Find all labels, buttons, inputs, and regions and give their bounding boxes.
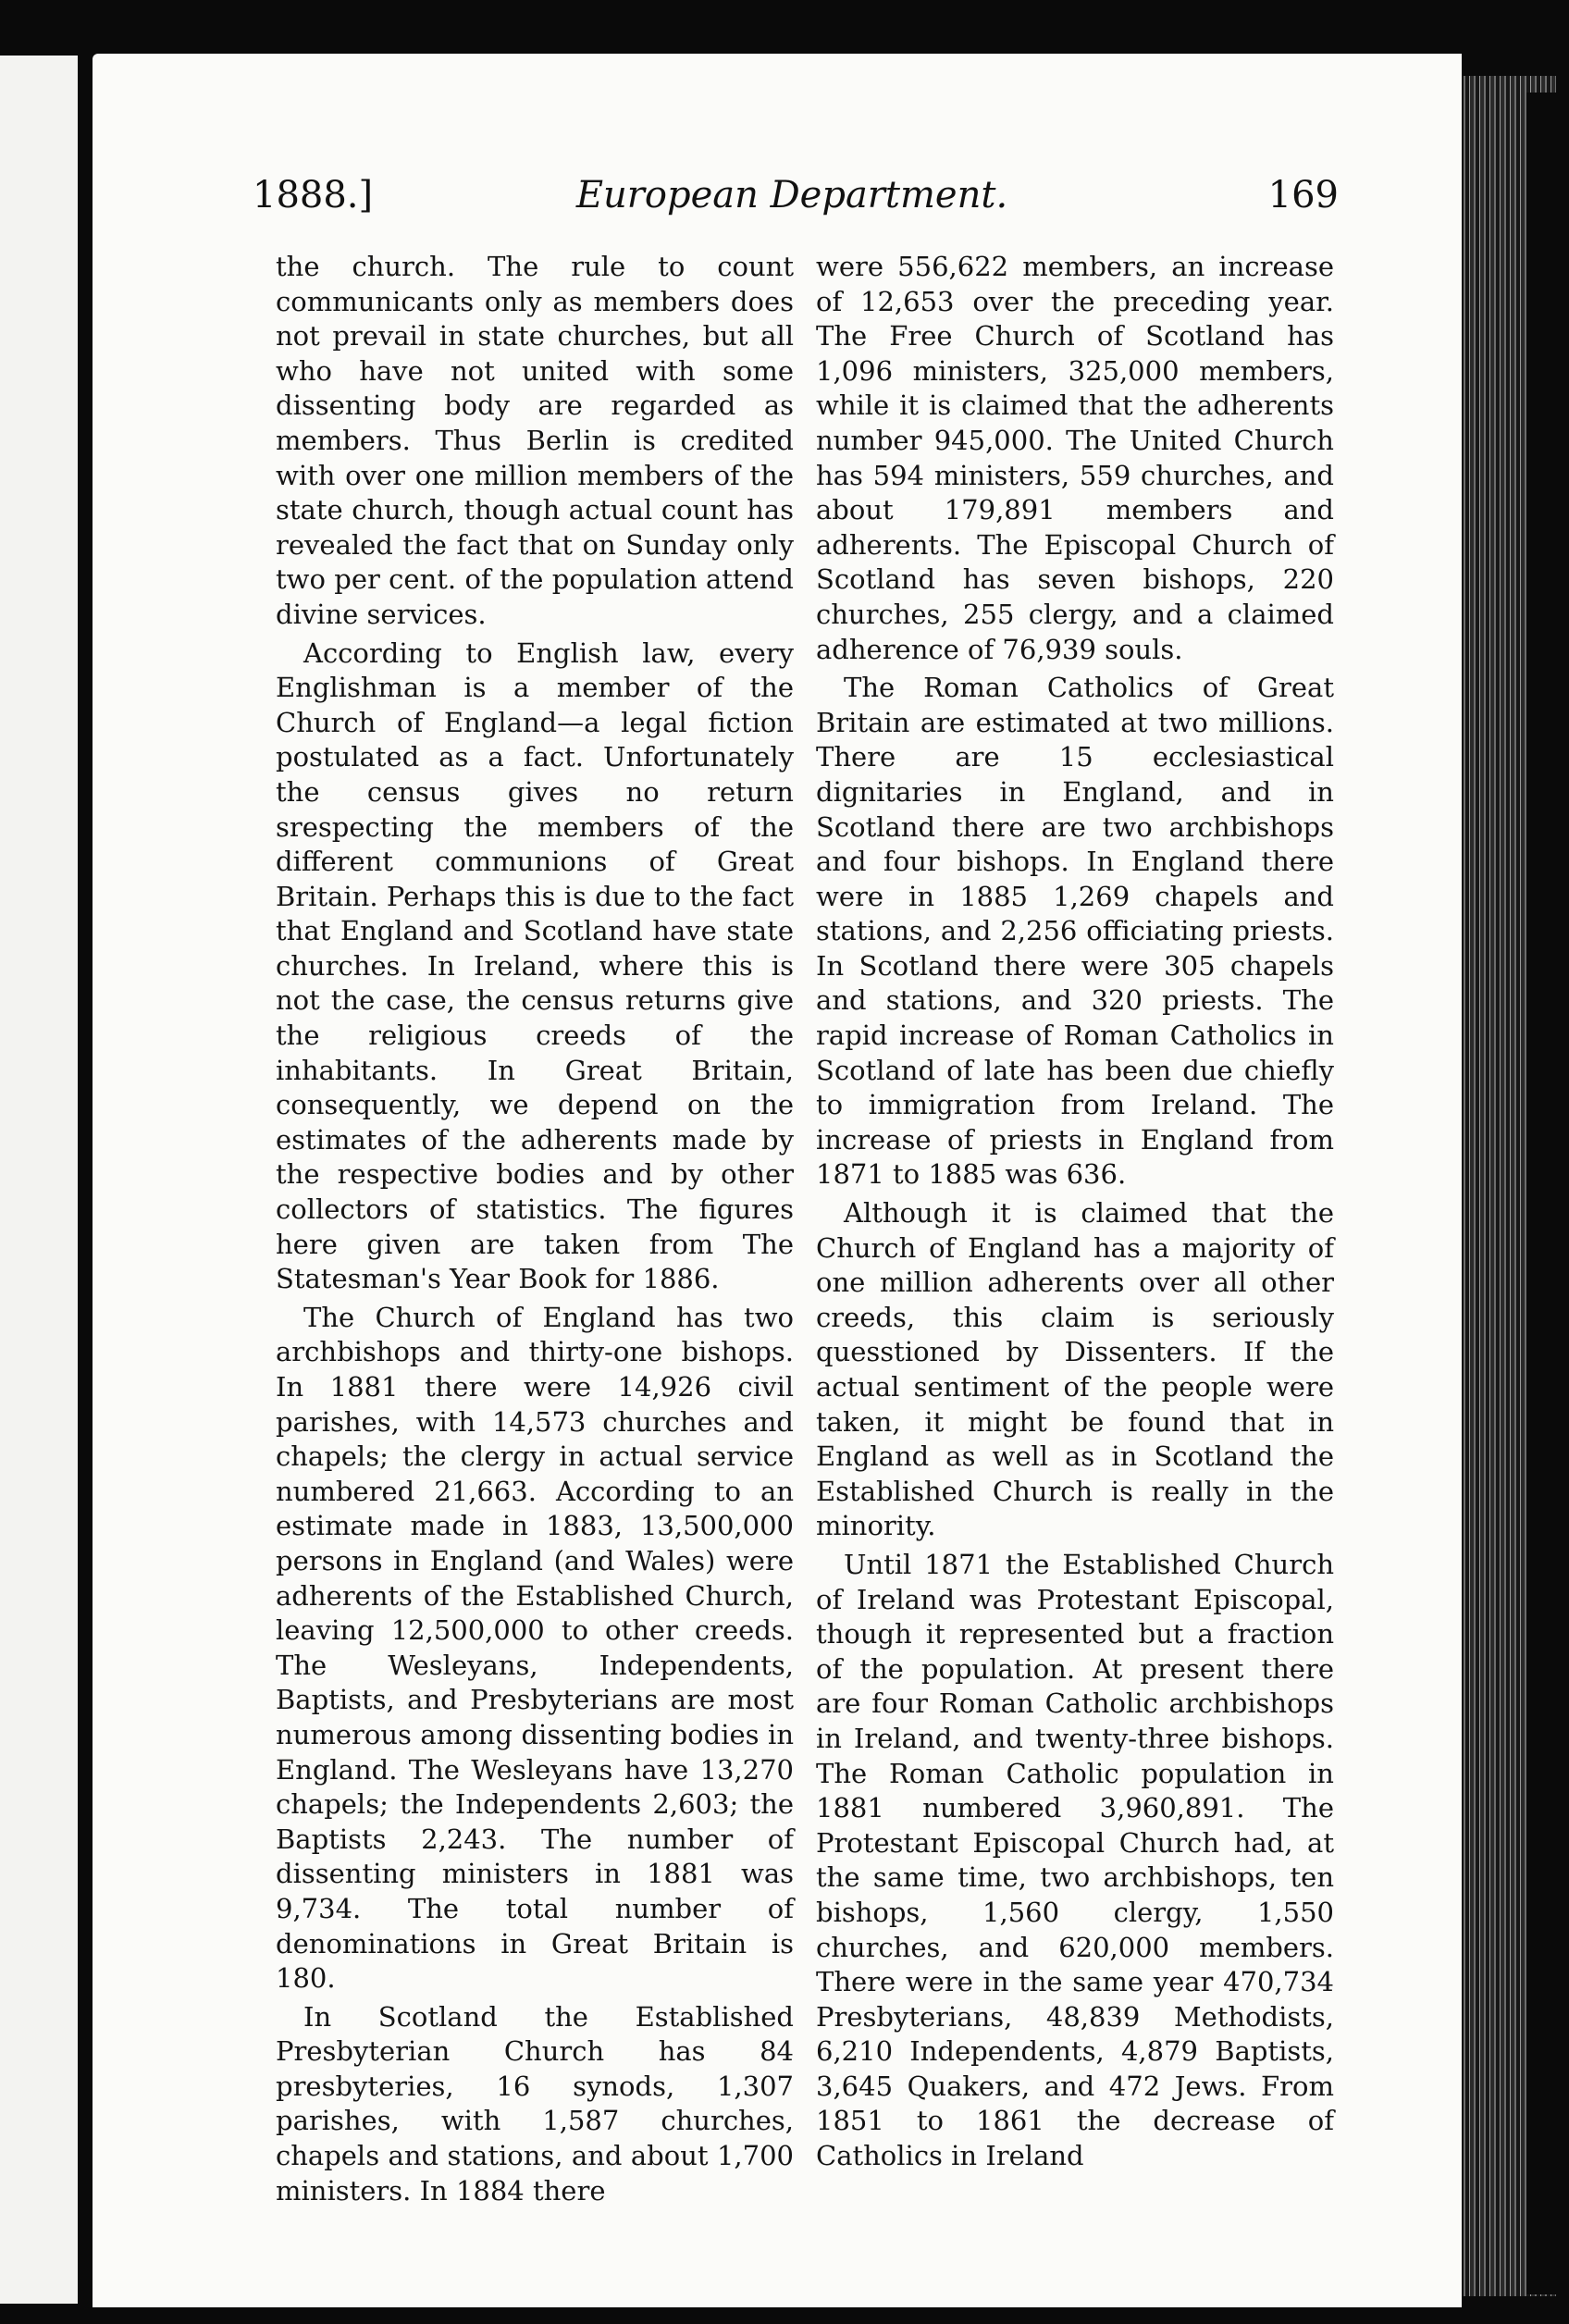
paragraph: According to English law, every Englishman is a member of the Church of England—a legal fiction postulated as a fact. Unfortunately the census gives no return srespecting the members of the different communions of Great Britain. Perhaps this is due to the fact that England and Scotland have state churches. In Ireland, where this is not the case, the census returns give the religious creeds of the inhabitants. In Great Britain, consequently, we depend on the estimates of the adherents made by the respective bodies and by other collectors of statistics. The figures here given are taken from The Statesman's Year Book for 1886. [276, 637, 794, 1295]
paragraph: The Church of England has two archbishops and thirty-one bishops. In 1881 there were 14,926 civil parishes, with 14,573 churches and chapels; the clergy in actual service numbered 21,663. According to an estimate made in 1883, 13,500,000 persons in England (and Wales) were adherents of the Established Church, leaving 12,500,000 to other creeds. The Wesleyans, Independents, Baptists, and Presbyterians are most numerous among dissenting bodies in England. The Wesleyans have 13,270 chapels; the Independents 2,603; the Baptists 2,243. The number of dissenting ministers in 1881 was 9,734. The total number of denominations in Great Britain is 180. [276, 1301, 794, 1995]
paragraph: Although it is claimed that the Church of England has a majority of one million adherents over all other creeds, this claim is seriously quesstioned by Dissenters. If the actual sentiment of the people were taken, it might be found that in England as well as in Scotland the Established Church is really in the minority. [816, 1197, 1334, 1542]
facing-page-edge [0, 56, 78, 2304]
right-column [816, 250, 1334, 2174]
left-column [276, 250, 794, 2208]
paragraph: Until 1871 the Established Church of Ireland was Protestant Episcopal, though it represented but a fraction of the population. At present there are four Roman Catholic archbishops in Ireland, and twenty-three bishops. The Roman Catholic population in 1881 numbered 3,960,891. The Protestant Episcopal Church had, at the same time, two archbishops, ten bishops, 1,560 clergy, 1,550 churches, and 620,000 members. There were in the same year 470,734 Presbyterians, 48,839 Methodists, 6,210 Independents, 4,879 Baptists, 3,645 Quakers, and 472 Jews. From 1851 to 1861 the decrease of Catholics in Ireland [816, 1548, 1334, 2172]
book-edge-shadow [1526, 93, 1569, 2294]
running-header [245, 174, 1339, 229]
paragraph: The Roman Catholics of Great Britain are estimated at two millions. There are 15 ecclesiastical dignitaries in England, and in Scotland there are two archbishops and four bishops. In England there were in 1885 1,269 chapels and stations, and 2,256 officiating priests. In Scotland there were 305 chapels and stations, and 320 priests. The rapid increase of Roman Catholics in Scotland of late has been due chiefly to immigration from Ireland. The increase of priests in England from 1871 to 1885 was 636. [816, 672, 1334, 1191]
header-year: 1888.] [253, 174, 374, 216]
paragraph: In Scotland the Established Presbyterian Church has 84 presbyteries, 16 synods, 1,307 parishes, with 1,587 churches, chapels and stations, and about 1,700 ministers. In 1884 there [276, 2000, 794, 2207]
header-title: European Department. [575, 174, 1008, 216]
page-number: 169 [1267, 174, 1339, 216]
paragraph: were 556,622 members, an increase of 12,653 over the preceding year. The Free Church of Scotland has 1,096 ministers, 325,000 members, while it is claimed that the adherents number 945,000. The United Church has 594 ministers, 559 churches, and about 179,891 members and adherents. The Episcopal Church of Scotland has seven bishops, 220 churches, 255 clergy, and a claimed adherence of 76,939 souls. [816, 251, 1334, 665]
paragraph: the church. The rule to count communicants only as members does not prevail in state churches, but all who have not united with some dissenting body are regarded as members. Thus Berlin is credited with over one million members of the state church, though actual count has revealed the fact that on Sunday only two per cent. of the population attend divine services. [276, 251, 794, 630]
